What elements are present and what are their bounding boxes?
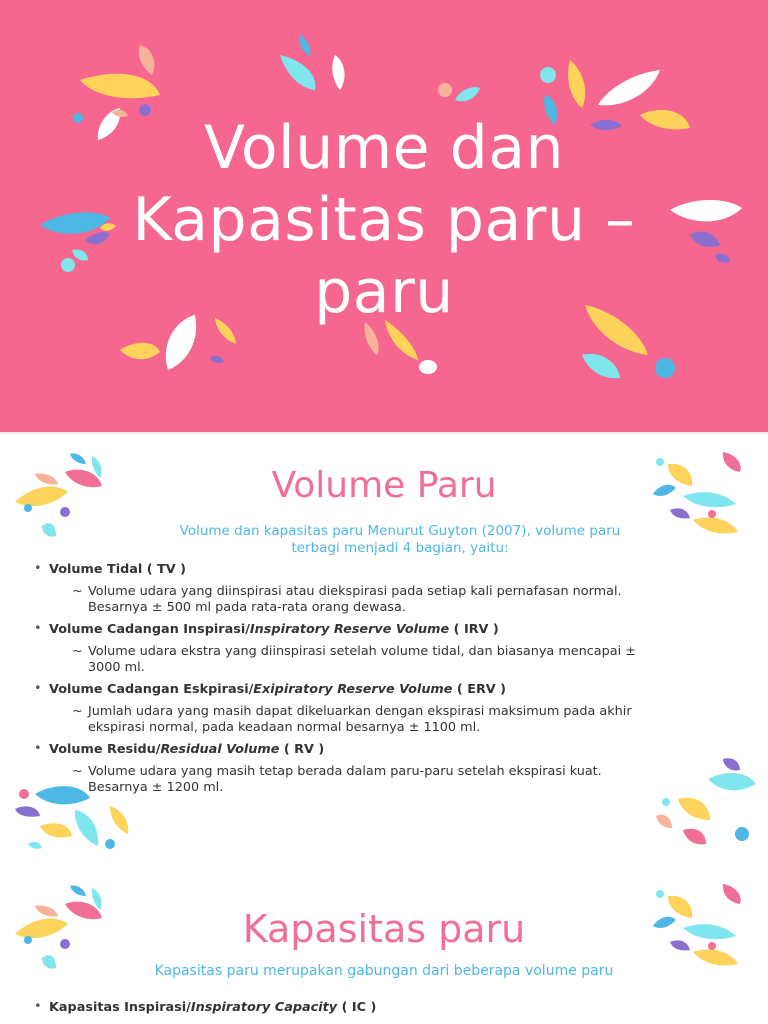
item-label-tail: ( IRV ): [449, 622, 499, 637]
item-label: Volume Cadangan Inspirasi/: [49, 622, 250, 637]
list-item: [32, 562, 722, 578]
desc-line: ekspirasi normal, pada keadaan normal besarnya ± 1100 ml.: [88, 720, 481, 735]
list-item: [32, 622, 722, 638]
item-description: [32, 704, 722, 736]
list-item: [32, 742, 722, 758]
subtitle-line-1: Volume dan kapasitas paru Menurut Guyton (2007), volume paru: [179, 523, 621, 539]
tilde-marker: ~: [72, 644, 83, 659]
item-label-italic: Residual Volume: [160, 742, 280, 757]
item-label: Volume Cadangan Eskpirasi/: [49, 682, 254, 697]
list-item: [32, 682, 722, 698]
section-title: Volume Paru: [271, 465, 497, 506]
item-label: Kapasitas Inspirasi/: [49, 1000, 191, 1015]
desc-line: Jumlah udara yang masih dapat dikeluarkan dengan ekspirasi maksimum pada akhir: [88, 704, 632, 719]
item-description: [32, 644, 722, 676]
item-description: [32, 584, 722, 616]
list-item: [32, 1000, 722, 1016]
desc-line: 3000 ml.: [88, 660, 145, 675]
desc-line: Besarnya ± 500 ml pada rata-rata orang dewasa.: [88, 600, 406, 615]
volume-paru-slide: [0, 434, 768, 866]
tilde-marker: ~: [72, 584, 83, 599]
title-line-3: paru: [314, 257, 454, 327]
item-description: [32, 764, 722, 796]
title-line-2: Kapasitas paru –: [132, 185, 636, 255]
title-slide: [0, 0, 768, 432]
item-label: Volume Residu/: [49, 742, 161, 757]
item-label-italic: Inspiratory Reserve Volume: [249, 622, 450, 637]
capacity-list: [32, 1000, 722, 1022]
slide-title: [84, 112, 684, 328]
desc-line: Volume udara ekstra yang diinspirasi setelah volume tidal, dan biasanya mencapai ±: [88, 644, 636, 659]
title-line-1: Volume dan: [203, 113, 565, 183]
kapasitas-paru-slide: [0, 866, 768, 1024]
item-label-italic: Inspiratory Capacity: [190, 1000, 338, 1015]
desc-line: Volume udara yang diinspirasi atau diekspirasi pada setiap kali pernafasan normal.: [88, 584, 622, 599]
section-subtitle: Kapasitas paru merupakan gabungan dari beberapa volume paru: [154, 963, 614, 979]
desc-line: Volume udara yang masih tetap berada dalam paru-paru setelah ekspirasi kuat.: [88, 764, 602, 779]
item-label-tail: ( RV ): [279, 742, 325, 757]
tilde-marker: ~: [72, 764, 83, 779]
section-subtitle: [150, 523, 650, 557]
item-label: Volume Tidal ( TV ): [49, 562, 186, 577]
subtitle-line-2: terbagi menjadi 4 bagian, yaitu:: [291, 540, 509, 556]
item-label-tail: ( IC ): [337, 1000, 377, 1015]
tilde-marker: ~: [72, 704, 83, 719]
section-title: Kapasitas paru: [242, 907, 526, 951]
volume-list: [32, 562, 722, 802]
item-label-tail: ( ERV ): [452, 682, 507, 697]
item-label-italic: Exipiratory Reserve Volume: [253, 682, 453, 697]
desc-line: Besarnya ± 1200 ml.: [88, 780, 224, 795]
